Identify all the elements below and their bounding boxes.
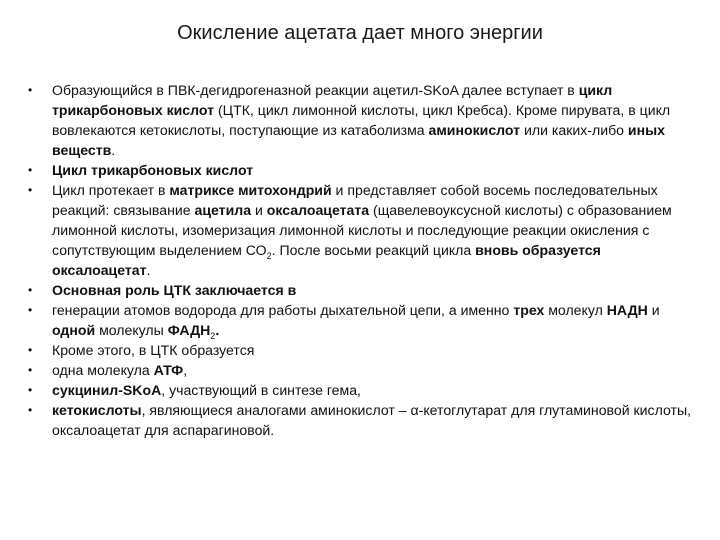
text: генерации атомов водорода для работы дыхательной цепи, а именно xyxy=(52,302,514,318)
bullet-item xyxy=(24,400,694,440)
bullet-list xyxy=(24,80,694,440)
text: одна молекула xyxy=(52,362,154,378)
bold-text: цикл трикарбоновых кислот xyxy=(52,82,613,118)
bold-text: НАДН xyxy=(606,302,648,318)
bold-text: одной xyxy=(52,322,96,338)
text: , xyxy=(183,362,188,378)
text: , являющиеся аналогами аминокислот – α-кетоглутарат для глутаминовой кислоты, оксалоацетат для аспарагиновой. xyxy=(52,402,691,438)
bold-text: иных веществ xyxy=(52,122,665,158)
text: и xyxy=(251,202,267,218)
bold-text: аминокислот xyxy=(428,122,521,138)
bold-text: АТФ xyxy=(153,362,184,378)
subscript: 2 xyxy=(210,330,216,341)
bold-text: оксалоацетата xyxy=(266,202,370,218)
bullet-item xyxy=(24,180,694,280)
text: . xyxy=(146,262,151,278)
slide-title: Окисление ацетата дает много энергии xyxy=(177,22,543,44)
bold-text: сукцинил-SKoA xyxy=(52,382,162,398)
text: . xyxy=(111,142,116,158)
text: молекул xyxy=(544,302,607,318)
text: Кроме этого, в ЦТК образуется xyxy=(52,342,255,358)
text: Цикл протекает в xyxy=(52,182,170,198)
bullet-item xyxy=(24,360,694,380)
text: молекулы xyxy=(95,322,168,338)
text: и представляет собой восемь последовательных реакций: связывание xyxy=(52,182,658,218)
bold-text: ФАДН xyxy=(167,322,211,338)
text: или каких-либо xyxy=(520,122,628,138)
text: Образующийся в ПВК-дегидрогеназной реакции ацетил-SKoA далее вступает в xyxy=(52,82,579,98)
bold-text: . xyxy=(215,322,220,338)
text: , участвующий в синтезе гема, xyxy=(161,382,361,398)
bold-text: Основная роль ЦТК заключается в xyxy=(52,282,297,298)
bullet-item xyxy=(24,380,694,400)
bold-text: вновь образуется оксалоацетат xyxy=(52,242,601,278)
bullet-item xyxy=(24,280,694,300)
bullet-item xyxy=(24,160,694,180)
text: (щавелевоуксусной кислоты) с образованием лимонной кислоты, изомеризация лимонной кислоты и последующие реакции окисления с сопутствующим выделением СО xyxy=(52,202,672,258)
bullet-item xyxy=(24,300,694,340)
bold-text: матриксе митохондрий xyxy=(169,182,332,198)
bullet-item xyxy=(24,340,694,360)
subscript: 2 xyxy=(266,250,272,261)
bold-text: кетокислоты xyxy=(52,402,142,418)
text: . После восьми реакций цикла xyxy=(271,242,476,258)
bold-text: ацетила xyxy=(194,202,252,218)
bold-text: трех xyxy=(513,302,545,318)
bold-text: Цикл трикарбоновых кислот xyxy=(52,162,254,178)
bullet-item xyxy=(24,80,694,160)
text: и xyxy=(647,302,660,318)
text: (ЦТК, цикл лимонной кислоты, цикл Кребса). Кроме пирувата, в цикл вовлекаются кетокислоты, поступающие из катаболизма xyxy=(52,102,671,138)
